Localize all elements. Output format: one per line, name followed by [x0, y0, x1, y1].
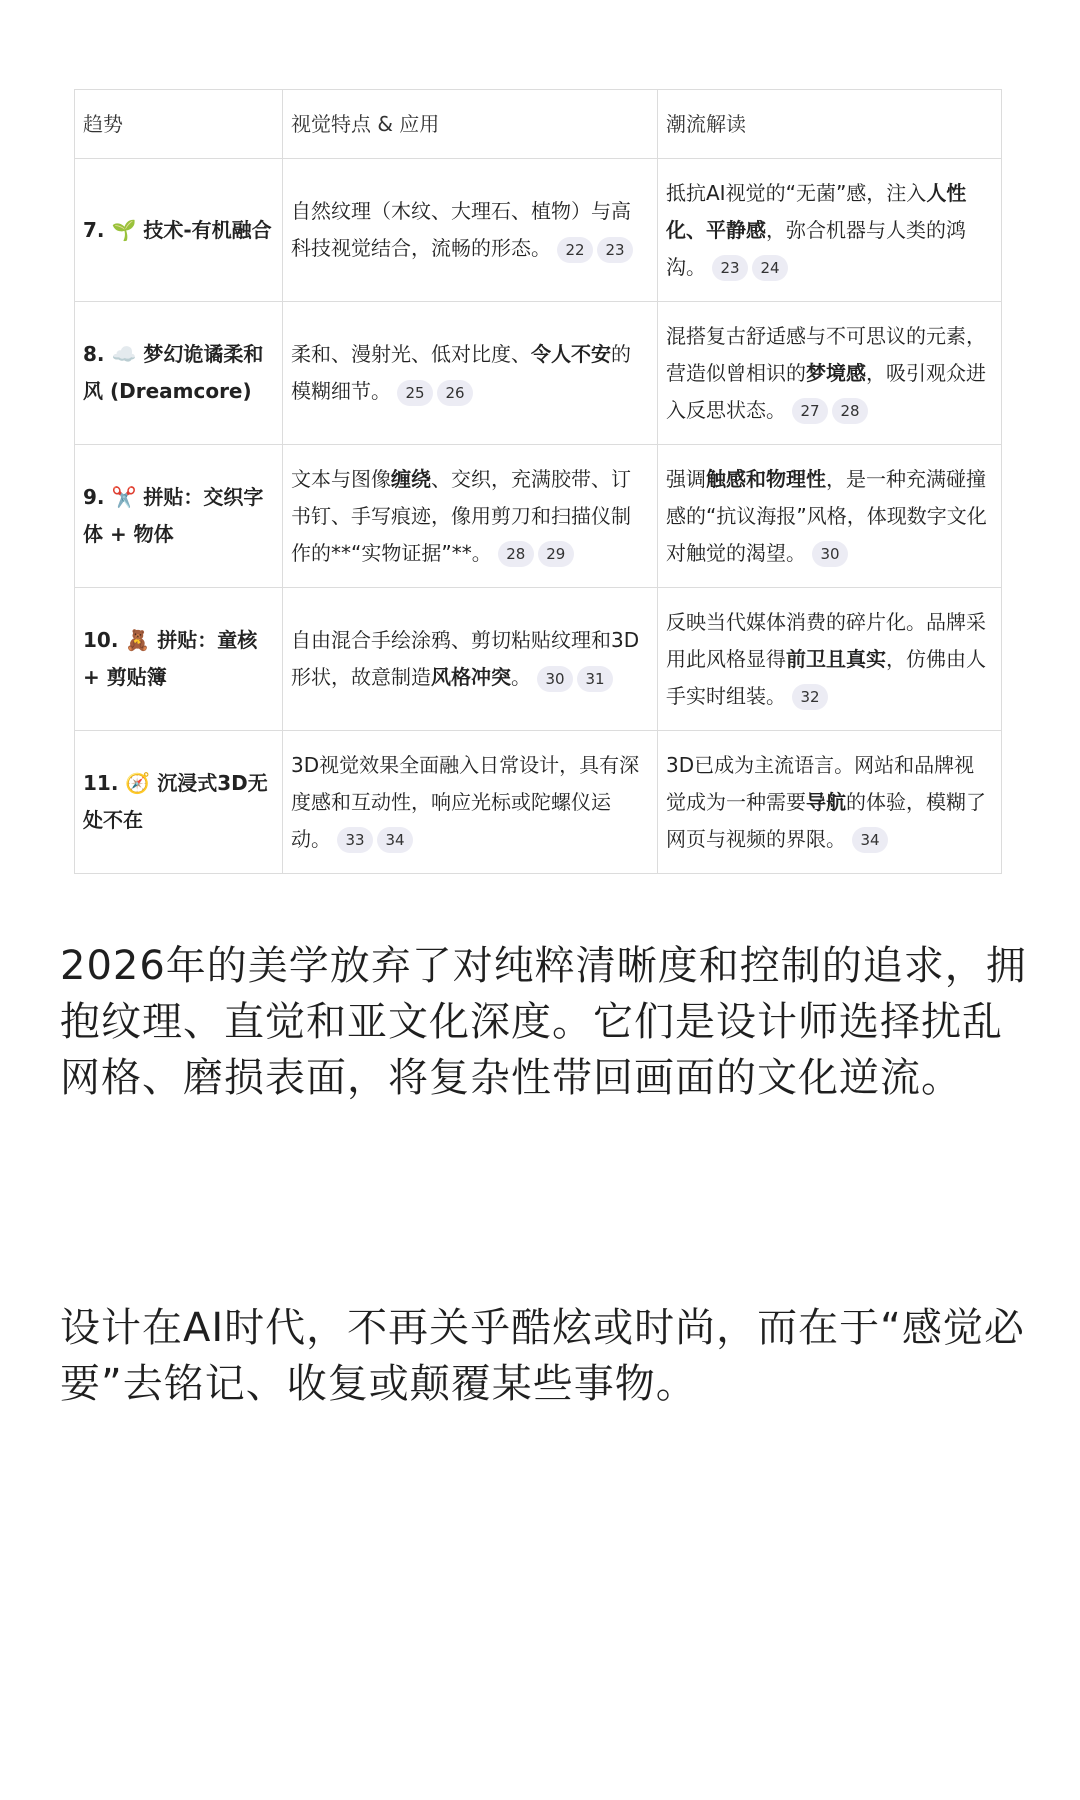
cell-text: 。 — [511, 665, 531, 689]
table-row — [75, 445, 1002, 588]
reading-cell — [658, 731, 1002, 874]
citation-badge[interactable]: 26 — [437, 380, 473, 406]
visual-cell — [283, 445, 658, 588]
cell-text: 、交织，充满胶带、订书钉、手写痕迹，像用剪刀和扫描仪制作的**“实物证据”**。 — [291, 466, 631, 565]
citation-badge[interactable]: 23 — [712, 255, 748, 281]
cell-text: 3D已成为主流语言。网站和品牌视觉成为一种需要 — [666, 752, 975, 814]
trend-name-cell: 9. ✂️ 拼贴：交织字体 + 物体 — [75, 445, 283, 588]
table-row — [75, 731, 1002, 874]
citation-badge[interactable]: 28 — [498, 541, 534, 567]
table-row — [75, 159, 1002, 302]
reading-cell — [658, 445, 1002, 588]
citation-badge[interactable]: 23 — [597, 237, 633, 263]
cell-text: 文本与图像 — [291, 466, 391, 491]
cell-text: ，仿佛由人手实时组装。 — [666, 646, 986, 708]
bold-text: 前卫且真实 — [786, 646, 886, 671]
header-reading: 潮流解读 — [658, 90, 1002, 159]
cell-text: 反映当代媒体消费的碎片化。品牌采用此风格显得 — [666, 609, 986, 671]
cell-text: ，吸引观众进入反思状态。 — [666, 360, 986, 422]
cell-text: 抵抗AI视觉的“无菌”感，注入 — [666, 180, 927, 205]
trends-table — [74, 89, 1002, 874]
citation-badge[interactable]: 24 — [752, 255, 788, 281]
cell-text: 的体验，模糊了网页与视频的界限。 — [666, 789, 986, 851]
paragraph-closing: 设计在AI时代，不再关乎酷炫或时尚，而在于“感觉必要”去铭记、收复或颠覆某些事物。 — [60, 1305, 1025, 1407]
citation-badge[interactable]: 27 — [792, 398, 828, 424]
table-row — [75, 302, 1002, 445]
visual-cell — [283, 588, 658, 731]
cell-text: 3D视觉效果全面融入日常设计，具有深度感和互动性，响应光标或陀螺仪运动。 — [291, 752, 640, 851]
trend-name-cell: 11. 🧭 沉浸式3D无处不在 — [75, 731, 283, 874]
cell-text: 柔和、漫射光、低对比度、 — [291, 342, 531, 366]
visual-cell — [283, 159, 658, 302]
cell-text: 自然纹理（木纹、大理石、植物）与高科技视觉结合，流畅的形态。 — [291, 199, 631, 260]
bold-text: 缠绕 — [391, 466, 431, 491]
header-trend: 趋势 — [75, 90, 283, 159]
table-row — [75, 588, 1002, 731]
cell-text: 的模糊细节。 — [291, 342, 631, 403]
citation-badge[interactable]: 32 — [792, 684, 828, 710]
visual-cell — [283, 302, 658, 445]
bold-text: 风格冲突 — [431, 665, 511, 689]
reading-cell — [658, 588, 1002, 731]
citation-badge[interactable]: 25 — [397, 380, 433, 406]
citation-badge[interactable]: 34 — [377, 827, 413, 853]
header-visual: 视觉特点 & 应用 — [283, 90, 658, 159]
citation-badge[interactable]: 29 — [538, 541, 574, 567]
reading-cell — [658, 302, 1002, 445]
bold-text: 令人不安 — [531, 342, 611, 366]
trend-name-cell: 8. ☁️ 梦幻诡谲柔和风 (Dreamcore) — [75, 302, 283, 445]
citation-badge[interactable]: 22 — [557, 237, 593, 263]
cell-text: 混搭复古舒适感与不可思议的元素，营造似曾相识的 — [666, 323, 986, 385]
table-header-row — [75, 90, 1002, 159]
cell-text: ，弥合机器与人类的鸿沟。 — [666, 217, 966, 279]
bold-text: 人性化、平静感 — [666, 180, 967, 242]
visual-cell — [283, 731, 658, 874]
trend-name-cell: 7. 🌱 技术-有机融合 — [75, 159, 283, 302]
cell-text: 强调 — [666, 466, 706, 491]
cell-text: 自由混合手绘涂鸦、剪切粘贴纹理和3D形状，故意制造 — [291, 628, 640, 689]
bold-text: 梦境感 — [806, 360, 866, 385]
reading-cell — [658, 159, 1002, 302]
bold-text: 触感和物理性 — [706, 466, 826, 491]
citation-badge[interactable]: 31 — [577, 666, 613, 692]
cell-text: ，是一种充满碰撞感的“抗议海报”风格，体现数字文化对触觉的渴望。 — [666, 466, 987, 565]
citation-badge[interactable]: 33 — [337, 827, 373, 853]
citation-badge[interactable]: 30 — [812, 541, 848, 567]
trend-name-cell: 10. 🧸 拼贴：童核 + 剪贴簿 — [75, 588, 283, 731]
citation-badge[interactable]: 30 — [537, 666, 573, 692]
paragraph-conclusion: 2026年的美学放弃了对纯粹清晰度和控制的追求，拥抱纹理、直觉和亚文化深度。它们是设计师选择扰乱网格、磨损表面，将复杂性带回画面的文化逆流。 — [60, 943, 1027, 1101]
bold-text: 导航 — [806, 789, 846, 814]
citation-badge[interactable]: 34 — [852, 827, 888, 853]
citation-badge[interactable]: 28 — [832, 398, 868, 424]
